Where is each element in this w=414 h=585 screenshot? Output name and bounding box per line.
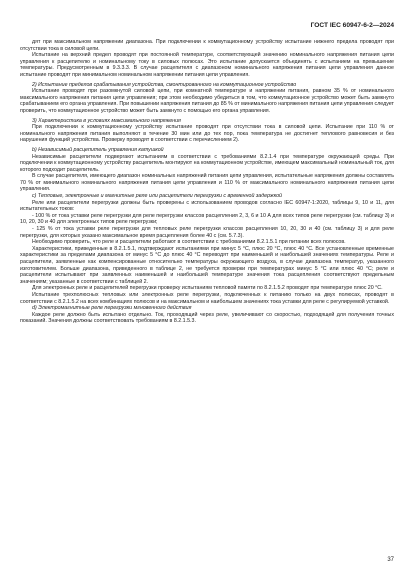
paragraph: Испытание трехполюсных тепловых или электронных реле перегрузки, подключенных к питанию только на двух полюсах, проводят в соответствии с 8.2.1.5.2 на всех комбинациях полюсов и на максимальном и наибольшем значениях тока уставки для реле с регулируемой уставкой.	[20, 291, 394, 305]
paragraph: Испытание проводят при разомкнутой силовой цепи, при комнатной температуре и напряжении питания, равном 35 % от номинального максимального напряжения питания цепи управления; при этом необходимо убедиться в том, что коммутационное устройство может быть замкнуто срабатыванием его органа управления. При повышении напряжения питания до 85 % от минимального напряжения питания цепи управления следует проверить, что коммутационное устройство может быть замкнуто с помощью его органа управления.	[20, 88, 394, 114]
paragraph: Для электронных реле и расцепителей перегрузки проверку испытаниям тепловой памяти по 8.2.1.5.2 проводят при температуре плюс 20 °С.	[32, 285, 383, 292]
document-body	[20, 39, 394, 325]
page-number: 37	[387, 557, 394, 563]
paragraph: Испытание на верхний предел проводят при постоянной температуре, соответствующей значению номинального напряжения питания цепи управления к расцепителю и номинальному току в силовых полюсах. Это испытание допускается объединять с испытанием на превышение температуры. Предусмотренным в 9.3.3.3. В случае расцепителя с диапазоном номинального напряжения питания цепи управления данное испытание проводят при минимальном номинальном напряжении питания цепи управления.	[20, 52, 394, 78]
list-item: - 100 % от тока уставки реле перегрузки для реле перегрузки классов расцепления 2, 3, 6 и 10 А для всех типов реле перегрузки (см. таблицу 3) и 10, 20, 30 и 40 для электронных типов реле перегрузки;	[20, 212, 394, 226]
paragraph: При подключении к коммутационному устройству испытание проводят при отсутствии тока в силовой цепи. Испытание при 110 % от номинального напряжения питания выполняют в течение 30 мин или до тех пор, пока температура не достигнет теплового равновесия и без нарушения функций устройства. Проверку проводят в соответствии с перечислением 2).	[20, 124, 394, 144]
paragraph: В случае расцепителя, имеющего диапазон номинальных напряжений питания цепи управления, испытательные напряжения должны составлять 70 % от минимального номинального напряжения питания цепи управления и 110 % от максимального номинального напряжения питания цепи управления.	[20, 173, 394, 193]
paragraph: Необходимо проверить, что реле и расцепители работают в соответствии с требованиями 8.2.1.5.1 при питании всех полюсов.	[32, 239, 346, 246]
sub-item-heading: b) Независимый расцепитель управления катушкой	[32, 146, 164, 153]
standard-designation: ГОСТ IEC 60947-6-2—2024	[310, 22, 394, 29]
sub-item-heading: 2) Испытание пределов срабатывания устройства, смонтированного на коммутационное устройство	[32, 81, 297, 88]
paragraph: Каждое реле должно быть испытано отдельно. Ток, проходящий через реле, увеличивают со скоростью, подходящей для получения точных показаний. Значения должны соответствовать требованиям в 8.2.1.5.3.	[20, 311, 394, 325]
paragraph: дят при максимальном напряжении диапазона. При подключении к коммутационному устройству испытание нижнего предела проводят при отсутствии тока в силовой цепи.	[20, 39, 394, 52]
sub-item-heading: c) Тепловые, электронные и магнитные реле или расцепители перегрузки с временной задержкой	[32, 193, 283, 200]
list-item: - 125 % от тока уставки реле перегрузки для тепловых реле перегрузки классов расцепления 10, 20, 30 и 40 (см. таблицу 3) и для реле перегрузки, для которых указано максимальное время расцепления более 40 с (см. 5.7.3).	[20, 226, 394, 239]
sub-item-heading: 3) Характеристика в условиях максимального напряжения	[32, 117, 181, 124]
paragraph: Реле или расцепители перегрузки должны быть проверены с использованием проводов согласно IEC 60947-1:2020, таблицы 9, 10 и 11, для испытательных токов:	[20, 199, 394, 213]
paragraph: Независимые расцепители подвергают испытаниям в соответствии с требованиями 8.2.1.4 при температуре окружающей среды. При подключении к коммутационному устройству расцепитель монтируют на коммутационном устройстве, имеющем максимальный номинальный ток, для которого подходит расцепитель.	[20, 153, 394, 173]
paragraph: Характеристики, приведенные в 8.2.1.5.1, подтверждают испытаниями при минус 5 °С, плюс 20 °С, плюс 40 °С. Все установленные временные характеристики за пределами диапазона от минус 5 °С до плюс 40 °С переводят при наименьшей и наибольшей значениях температуры. Реле и расцепители, заявленные как компенсированные относительно температуры окружающего воздуха, в случае диапазона температур, указанного изготовителем. Больше диапазона, приведенного в таблице 2, не требуется проверки при температурах минус 5 °С или плюс 40 °С; реле и расцепители испытывают при заявленных наименьшей и наибольшей температуре значения тока расцепления соответствуют предельным значениям; указанные в соответствии с таблицей 2.	[20, 245, 394, 285]
sub-item-heading: d) Электромагнитные реле перегрузки мгновенного действия	[32, 305, 192, 312]
